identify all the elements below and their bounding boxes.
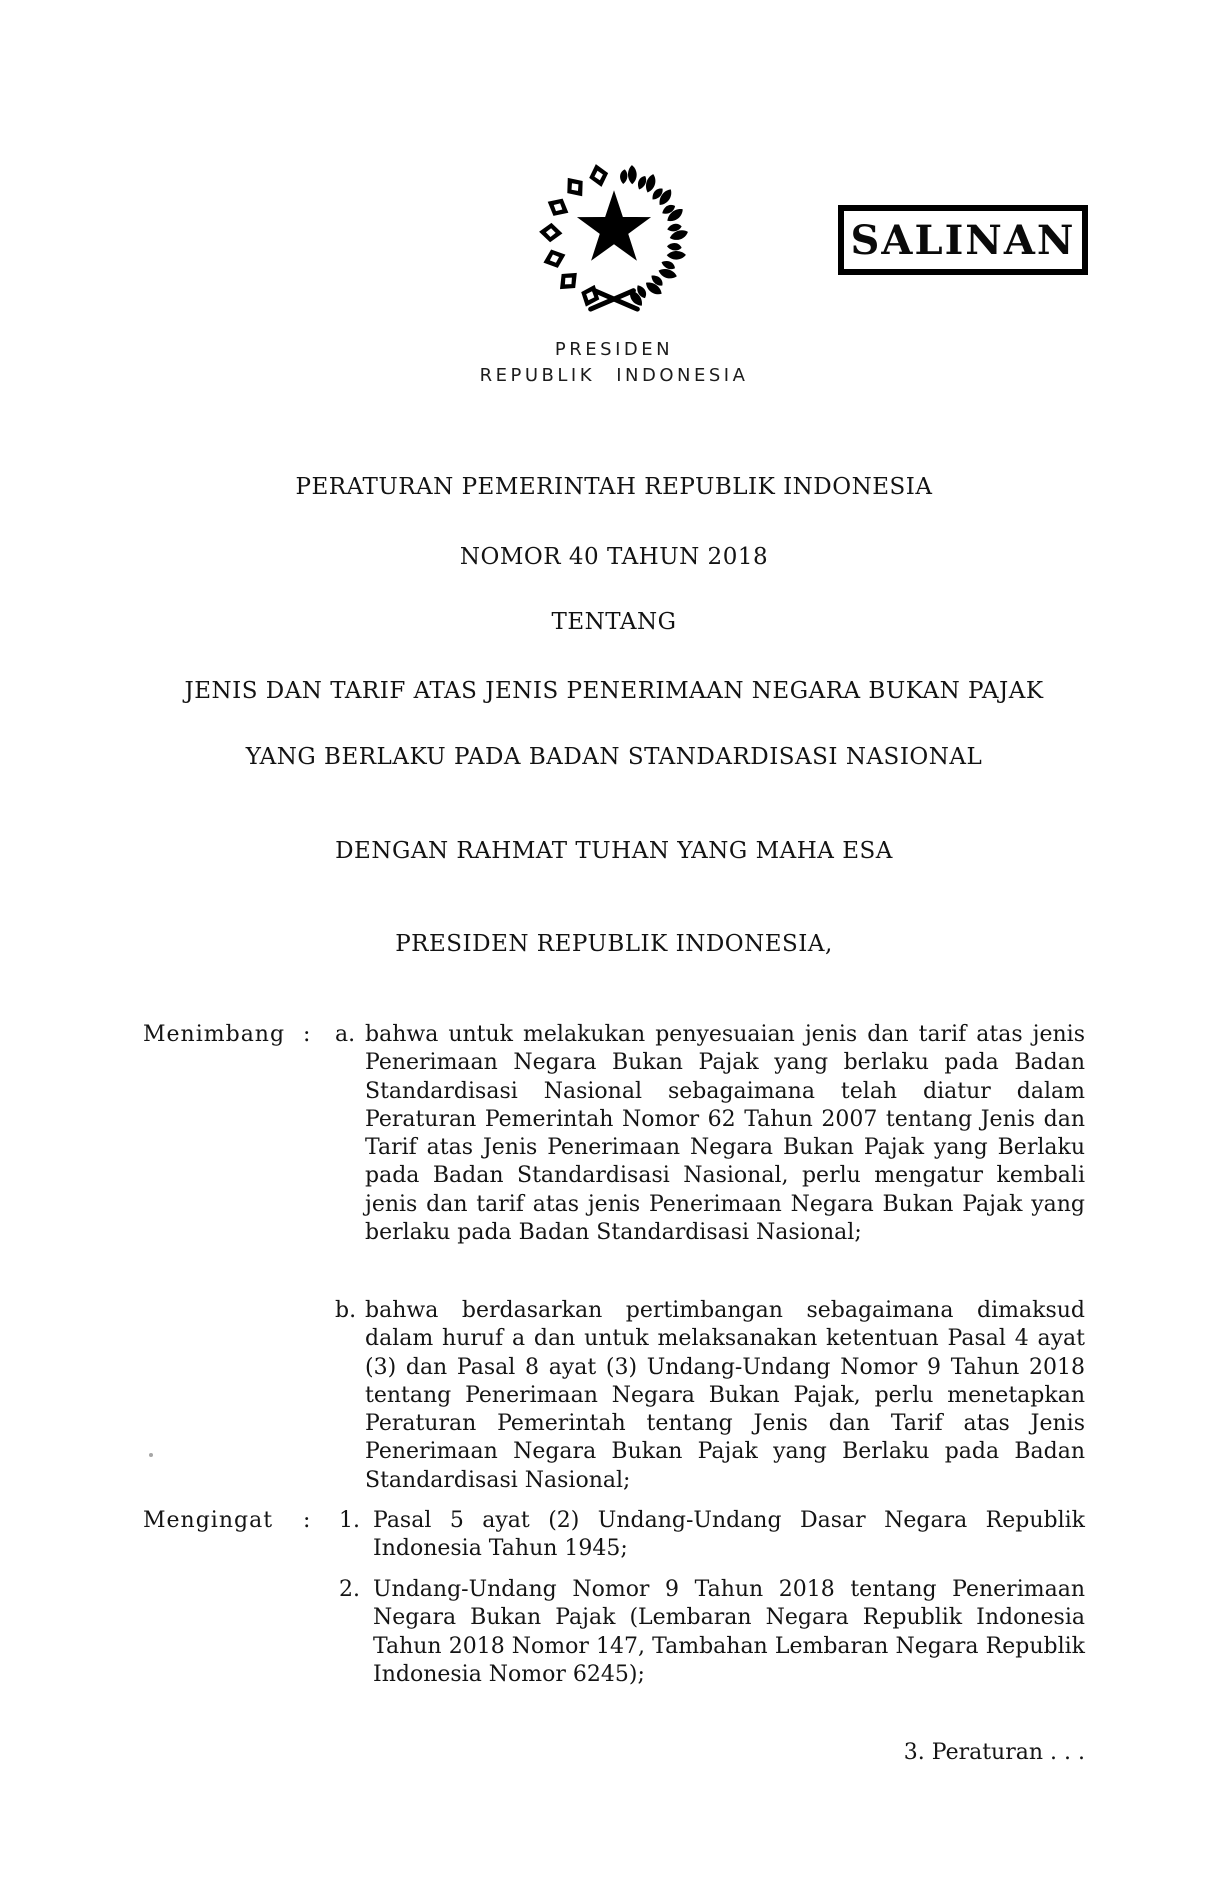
mengingat-label: Mengingat <box>143 1508 274 1533</box>
page-catchword: 3. Peraturan . . . <box>903 1740 1085 1765</box>
presidential-star-wreath-emblem-icon <box>536 158 692 316</box>
presidential-emblem <box>536 158 692 316</box>
mengingat-colon: : <box>303 1508 311 1533</box>
item-marker-1: 1. <box>339 1508 360 1533</box>
regulation-number: NOMOR 40 TAHUN 2018 <box>459 544 769 570</box>
letterhead-presiden: PRESIDEN <box>554 339 674 360</box>
invocation-line: DENGAN RAHMAT TUHAN YANG MAHA ESA <box>335 838 893 864</box>
menimbang-text-b: bahwa berdasarkan pertimbangan sebagaimana dimaksud dalam huruf a dan untuk melaksanakan ketentuan Pasal 4 ayat (3) dan Pasal 8 ayat (3) Undang-Undang Nomor 9 Tahun 2018 tentang Penerimaan Negara Bukan Pajak, perlu menetapkan Peraturan Pemerintah tentang Jenis dan Tarif atas Jenis Penerimaan Negara Bukan Pajak yang Berlaku pada Badan Standardisasi Nasional; <box>365 1298 1085 1493</box>
regulation-subject-line1: JENIS DAN TARIF ATAS JENIS PENERIMAAN NEGARA BUKAN PAJAK <box>184 678 1044 704</box>
regulation-title-line1: PERATURAN PEMERINTAH REPUBLIK INDONESIA <box>295 474 933 500</box>
salinan-stamp <box>838 205 1088 275</box>
mengingat-text-2: Undang-Undang Nomor 9 Tahun 2018 tentang Penerimaan Negara Bukan Pajak (Lembaran Negara Republik Indonesia Tahun 2018 Nomor 147, Tambahan Lembaran Negara Republik Indonesia Nomor 6245); <box>373 1577 1085 1687</box>
salinan-label: SALINAN <box>850 216 1076 264</box>
authority-line: PRESIDEN REPUBLIK INDONESIA, <box>395 931 833 957</box>
regulation-subject-line2: YANG BERLAKU PADA BADAN STANDARDISASI NASIONAL <box>245 744 983 770</box>
letterhead-caption <box>0 337 1228 389</box>
menimbang-item-a <box>143 1021 1085 1247</box>
mengingat-item-2 <box>143 1576 1085 1689</box>
menimbang-item-b <box>143 1297 1085 1495</box>
item-marker-a: a. <box>335 1022 356 1047</box>
menimbang-colon: : <box>303 1022 311 1047</box>
item-marker-2: 2. <box>339 1577 360 1602</box>
scan-artifact-dot <box>149 1453 153 1457</box>
tentang-label: TENTANG <box>551 609 677 635</box>
item-marker-b: b. <box>335 1298 357 1323</box>
letterhead-republik-indonesia: REPUBLIK INDONESIA <box>479 365 749 386</box>
menimbang-text-a: bahwa untuk melakukan penyesuaian jenis dan tarif atas jenis Penerimaan Negara Bukan Pajak yang berlaku pada Badan Standardisasi Nasional sebagaimana telah diatur dalam Peraturan Pemerintah Nomor 62 Tahun 2007 tentang Jenis dan Tarif atas Jenis Penerimaan Negara Bukan Pajak yang Berlaku pada Badan Standardisasi Nasional, perlu mengatur kembali jenis dan tarif atas jenis Penerimaan Negara Bukan Pajak yang berlaku pada Badan Standardisasi Nasional; <box>365 1022 1085 1246</box>
mengingat-text-1: Pasal 5 ayat (2) Undang-Undang Dasar Negara Republik Indonesia Tahun 1945; <box>373 1508 1085 1562</box>
mengingat-item-1 <box>143 1507 1085 1564</box>
menimbang-label: Menimbang <box>143 1022 286 1047</box>
